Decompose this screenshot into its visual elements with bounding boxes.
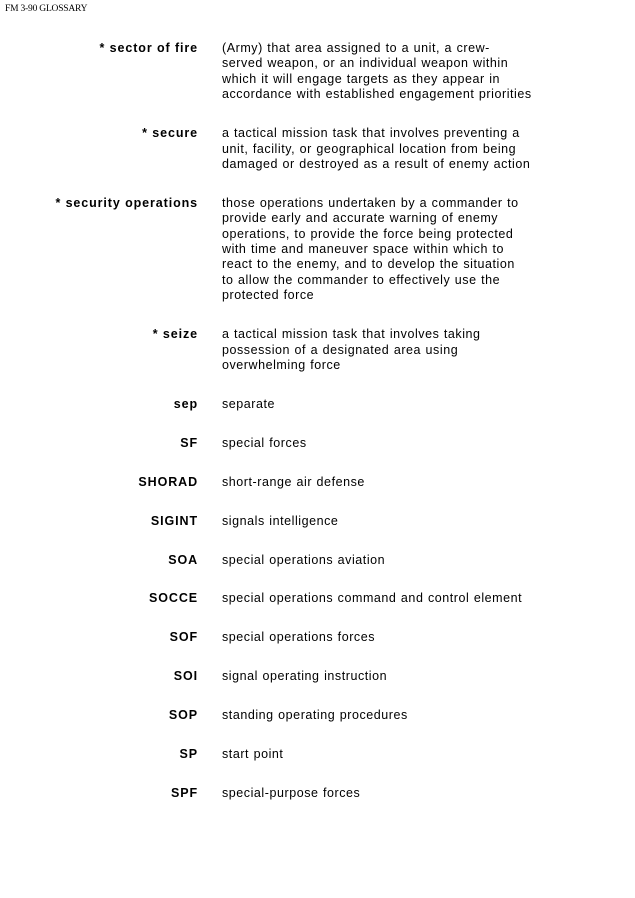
glossary-definition [222,708,562,723]
definition-line: unit, facility, or geographical location from being [222,141,517,156]
glossary-term: SOF [169,630,198,645]
glossary-entry [0,436,635,451]
glossary-term: sep [173,396,198,411]
glossary-definition [222,747,562,762]
glossary-term: SOA [168,552,198,567]
glossary-definition [222,669,562,684]
glossary-definition [222,786,562,801]
definition-line: special-purpose forces [222,785,361,800]
glossary-entry [0,41,635,103]
definition-line: operations, to provide the force being protected [222,226,514,241]
definition-line: standing operating procedures [222,708,408,723]
glossary-entry [0,630,635,645]
definition-line: those operations undertaken by a commander to [222,195,519,210]
glossary-entry [0,708,635,723]
glossary-entry [0,475,635,490]
glossary-term: SPF [170,785,198,800]
glossary-definition [222,196,562,304]
glossary-term: SOP [168,708,198,723]
glossary-entry [0,553,635,568]
glossary-definition [222,397,562,412]
definition-line: which it will engage targets as they appear in [222,71,501,86]
definition-line: special operations forces [222,630,376,645]
definition-line: accordance with established engagement priorities [222,87,532,102]
glossary-entry [0,126,635,172]
glossary-term: * seize [152,327,198,342]
definition-line: special operations command and control element [222,591,523,606]
glossary-definition [222,630,562,645]
glossary-definition [222,514,562,529]
definition-line: protected force [222,288,315,303]
glossary-entry [0,397,635,412]
glossary-term: SHORAD [138,474,198,489]
glossary-definition [222,436,562,451]
definition-line: start point [222,747,284,762]
glossary-entry [0,196,635,304]
definition-line: separate [222,396,276,411]
glossary-term: SOCCE [149,591,198,606]
glossary-term: SIGINT [150,513,198,528]
definition-line: react to the enemy, and to develop the situation [222,257,515,272]
definition-line: a tactical mission task that involves preventing a [222,126,520,141]
glossary-term: * sector of fire [99,41,198,55]
glossary-entry [0,669,635,684]
running-header: FM 3-90 GLOSSARY [5,4,88,14]
glossary-term: SOI [173,669,198,684]
definition-line: possession of a designated area using [222,342,459,357]
glossary-term: SF [180,435,198,450]
glossary-definition [222,475,562,490]
glossary-entry [0,747,635,762]
definition-line: served weapon, or an individual weapon within [222,56,509,71]
glossary-definition [222,41,562,103]
glossary-definition [222,126,562,172]
glossary-definition [222,327,562,373]
glossary-entry [0,514,635,529]
definition-line: overwhelming force [222,358,341,372]
definition-line: special forces [222,435,307,450]
glossary-term: SP [179,747,198,762]
glossary-entry [0,591,635,606]
glossary-list [0,41,635,801]
definition-line: damaged or destroyed as a result of enemy action [222,156,531,171]
definition-line: provide early and accurate warning of enemy [222,211,499,226]
definition-line: a tactical mission task that involves taking [222,327,481,342]
definition-line: signals intelligence [222,513,339,528]
definition-line: signal operating instruction [222,669,388,684]
glossary-entry [0,327,635,373]
definition-line: (Army) that area assigned to a unit, a crew- [222,41,490,55]
definition-line: with time and maneuver space within which to [222,242,504,257]
glossary-definition [222,553,562,568]
definition-line: short-range air defense [222,474,365,489]
glossary-definition [222,591,562,606]
glossary-term: * secure [142,126,198,141]
definition-line: to allow the commander to effectively use the [222,272,501,287]
glossary-entry [0,786,635,801]
definition-line: special operations aviation [222,552,386,567]
glossary-term: * security operations [55,195,198,210]
